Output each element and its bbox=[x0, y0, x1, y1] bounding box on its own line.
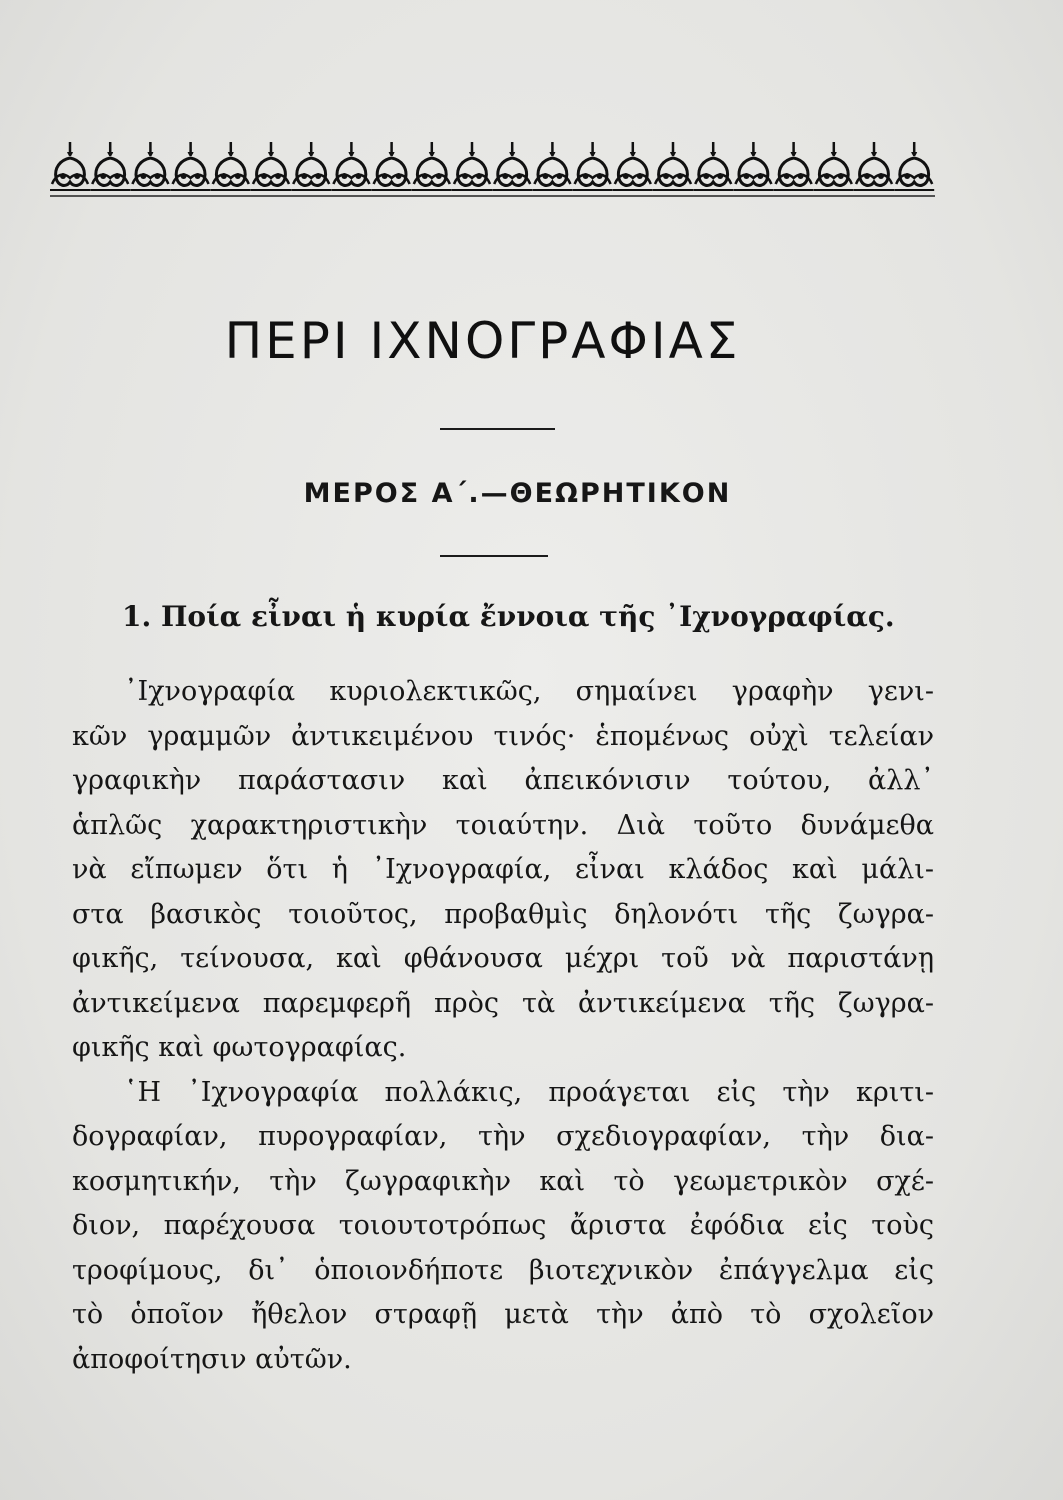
text-line: ῾Η ᾿Ιχνογραφία πολλάκις, προάγεται εἰς τὴν κριτι- bbox=[124, 1076, 934, 1108]
subtitle-divider bbox=[440, 555, 548, 557]
text-line: δογραφίαν, πυρογραφίαν, τὴν σχεδιογραφίαν, τὴν δια- bbox=[72, 1121, 934, 1152]
paragraph-2 bbox=[72, 1071, 934, 1383]
text-line: νὰ εἴπωμεν ὅτι ἡ ᾿Ιχνογραφία, εἶναι κλάδος καὶ μάλι- bbox=[72, 854, 934, 885]
text-line: τὸ ὁποῖον ἤθελον στραφῇ μετὰ τὴν ἀπὸ τὸ σχολεῖον bbox=[72, 1299, 934, 1330]
text-line: στα βασικὸς τοιοῦτος, προβαθμὶς δηλονότι τῆς ζωγρα- bbox=[72, 898, 934, 930]
text-line: γραφικὴν παράστασιν καὶ ἀπεικόνισιν τούτου, ἀλλ᾿ bbox=[72, 765, 934, 796]
section-heading: 1. Ποία εἶναι ἡ κυρία ἔννοια τῆς ᾿Ιχνογραφίας. bbox=[122, 600, 895, 633]
text-line: κῶν γραμμῶν ἀντικειμένου τινός· ἑπομένως οὐχὶ τελείαν bbox=[72, 720, 934, 752]
page-title: ΠΕΡΙ ΙΧΝΟΓΡΑΦΙΑΣ bbox=[224, 312, 741, 370]
text-line: φικῆς, τείνουσα, καὶ φθάνουσα μέχρι τοῦ νὰ παριστάνῃ bbox=[72, 943, 934, 974]
ornamental-border-icon bbox=[50, 130, 935, 200]
part-subtitle: ΜΕΡΟΣ Α΄.—ΘΕΩΡΗΤΙΚΟΝ bbox=[303, 478, 732, 509]
body-text bbox=[72, 670, 934, 1382]
paragraph-1 bbox=[72, 670, 934, 1071]
text-line: ἁπλῶς χαρακτηριστικὴν τοιαύτην. Διὰ τοῦτο δυνάμεθα bbox=[72, 809, 934, 841]
text-line: κοσμητικήν, τὴν ζωγραφικὴν καὶ τὸ γεωμετρικὸν σχέ- bbox=[72, 1165, 934, 1197]
text-line: ᾿Ιχνογραφία κυριολεκτικῶς, σημαίνει γραφὴν γενι- bbox=[124, 676, 934, 707]
text-line: φικῆς καὶ φωτογραφίας. bbox=[72, 1032, 407, 1063]
text-line: διον, παρέχουσα τοιουτοτρόπως ἄριστα ἐφόδια εἰς τοὺς bbox=[72, 1210, 934, 1241]
title-divider bbox=[440, 428, 555, 430]
text-line: τροφίμους, δι᾿ ὁποιονδήποτε βιοτεχνικὸν ἐπάγγελμα εἰς bbox=[72, 1254, 934, 1286]
text-line: ἀποφοίτησιν αὐτῶν. bbox=[72, 1343, 352, 1375]
text-line: ἀντικείμενα παρεμφερῆ πρὸς τὰ ἀντικείμενα τῆς ζωγρα- bbox=[72, 987, 934, 1019]
